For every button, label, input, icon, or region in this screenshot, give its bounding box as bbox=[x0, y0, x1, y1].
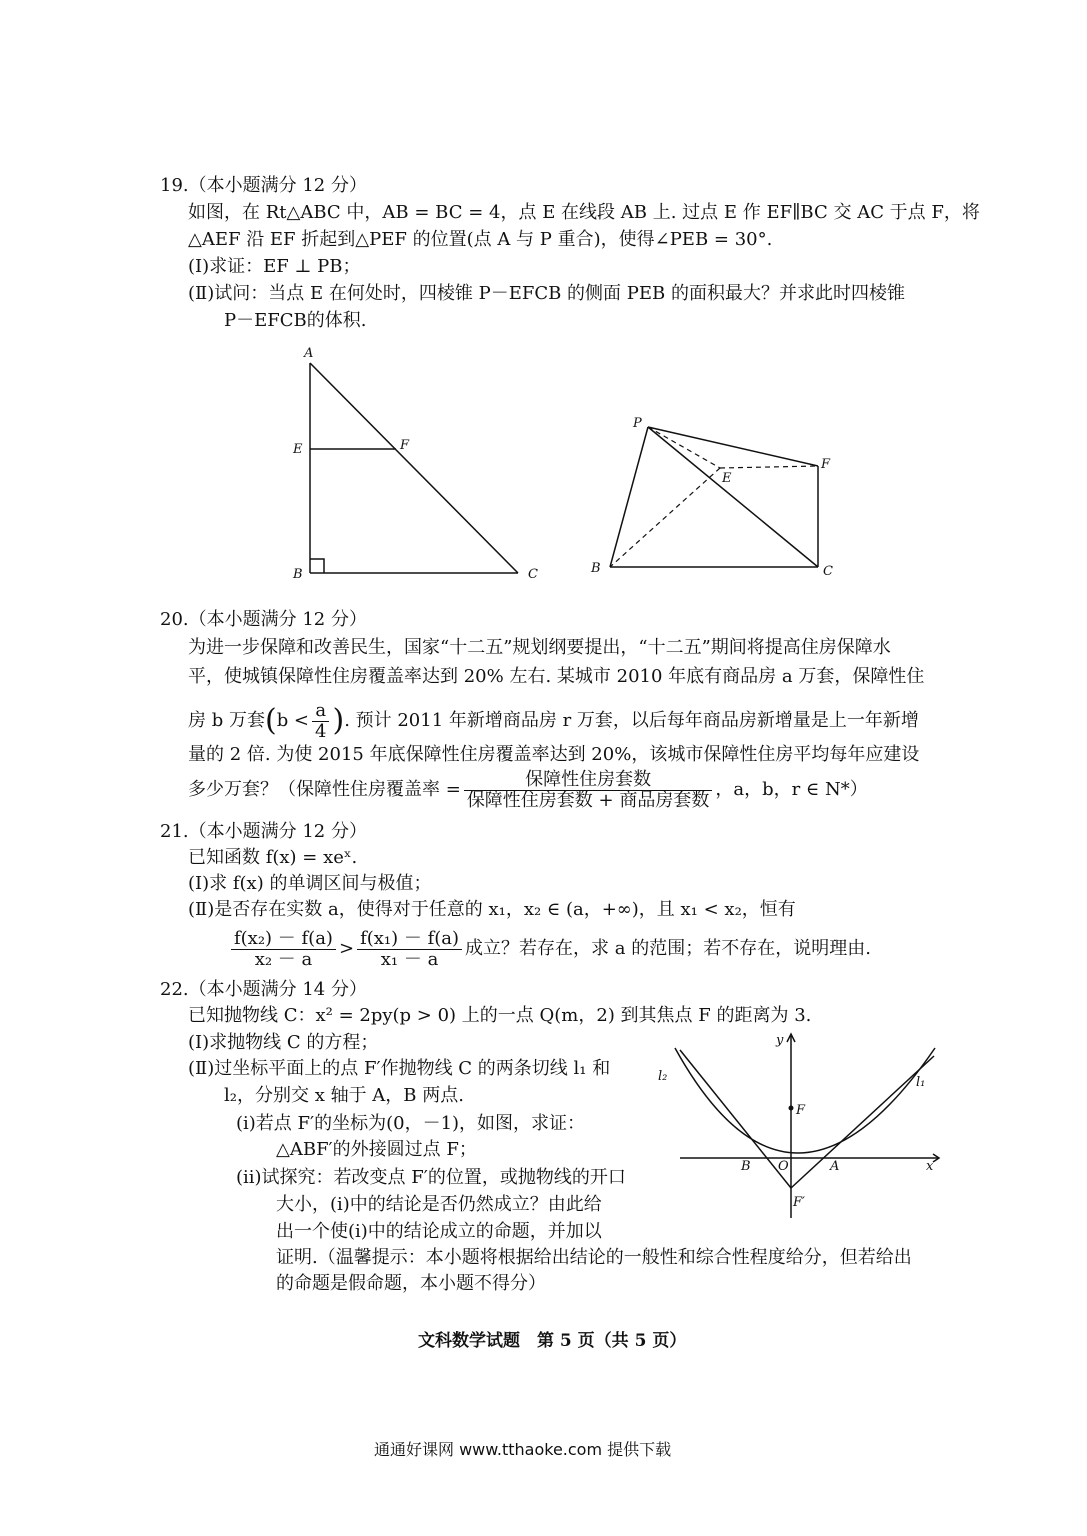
label-C: C bbox=[528, 567, 538, 582]
label-C2: C bbox=[823, 564, 833, 579]
triangle-figure bbox=[290, 345, 550, 585]
q22-sub1-line2: △ABF′的外接圆过点 F； bbox=[276, 1139, 477, 1160]
label-B2: B bbox=[591, 561, 601, 576]
q22-part1: (Ⅰ)求抛物线 C 的方程； bbox=[188, 1032, 379, 1053]
q22-text-line1: 已知抛物线 C：x² = 2py(p > 0) 上的一点 Q(m，2) 到其焦点 F 的距离为 3. bbox=[188, 1005, 812, 1026]
q20-condition-fraction: $\frac{a}{4}$ bbox=[312, 701, 329, 742]
q20-line3-end: . 预计 2011 年新增商品房 r 万套，以后每年商品房新增量是上一年新增 bbox=[344, 710, 919, 731]
axis-y-label: y bbox=[776, 1033, 784, 1048]
q20-text-line1: 为进一步保障和改善民生，国家“十二五”规划纲要提出，“十二五”期间将提高住房保障水 bbox=[188, 637, 891, 658]
q21-part1: (Ⅰ)求 f(x) 的单调区间与极值； bbox=[188, 873, 432, 894]
q19-part1: (Ⅰ)求证：EF ⊥ PB； bbox=[188, 256, 361, 277]
q21-header: 21.（本小题满分 12 分） bbox=[160, 821, 367, 842]
q22-sub2-line4: 证明.（温馨提示：本小题将根据给出结论的一般性和综合性程度给分，但若给出 bbox=[276, 1247, 912, 1268]
page-footer: 文科数学试题 第 5 页（共 5 页） bbox=[418, 1331, 687, 1351]
label-O: O bbox=[778, 1159, 789, 1174]
label-P: P bbox=[633, 416, 642, 431]
q21-part2: (Ⅱ)是否存在实数 a，使得对于任意的 x₁，x₂ ∈ (a，+∞)，且 x₁ < x₂，恒有 bbox=[188, 899, 796, 920]
label-F-prime: F′ bbox=[793, 1195, 805, 1210]
q21-fraction-left: $\frac{\text{f(x₂) － f(a)}}{\text{x₂ － a}}$ bbox=[231, 929, 336, 970]
parabola-figure bbox=[650, 1028, 950, 1223]
label-E: E bbox=[293, 442, 303, 457]
q20-header: 20.（本小题满分 12 分） bbox=[160, 609, 367, 630]
q22-part2-line2: l₂，分别交 x 轴于 A，B 两点. bbox=[224, 1085, 464, 1106]
label-B: B bbox=[293, 567, 303, 582]
q22-sub2-line2: 大小，(ⅰ)中的结论是否仍然成立？由此给 bbox=[276, 1194, 602, 1215]
q20-text-line2: 平，使城镇保障性住房覆盖率达到 20% 左右. 某城市 2010 年底有商品房 a 万套，保障性住 bbox=[188, 666, 925, 687]
q22-header: 22.（本小题满分 14 分） bbox=[160, 979, 367, 1000]
q20-text-line3: 房 b 万套(b < $\frac{a}{4}$ ). 预计 2011 年新增商品房 r 万套，以后每年商品房新增量是上一年新增 bbox=[188, 699, 919, 742]
q21-fraction-right: $\frac{\text{f(x₁) － f(a)}}{\text{x₁ － a}}$ bbox=[357, 929, 462, 970]
label-l1: l₁ bbox=[916, 1075, 926, 1090]
q19-text-line2: △AEF 沿 EF 折起到△PEF 的位置(点 A 与 P 重合)，使得∠PEB = 30°. bbox=[188, 229, 773, 250]
q20-line5-end: ，a，b，r ∈ N*） bbox=[715, 779, 868, 800]
q19-part2-line1: (Ⅱ)试问：当点 E 在何处时，四棱锥 P－EFCB 的侧面 PEB 的面积最大？并求此时四棱锥 bbox=[188, 283, 905, 304]
q20-line5-start: 多少万套？（保障性住房覆盖率 = bbox=[188, 779, 461, 800]
q19-header: 19.（本小题满分 12 分） bbox=[160, 175, 367, 196]
q19-text-line1: 如图，在 Rt△ABC 中，AB = BC = 4，点 E 在线段 AB 上. 过点 E 作 EF∥BC 交 AC 于点 F，将 bbox=[188, 202, 980, 223]
axis-x-label: x bbox=[926, 1159, 934, 1174]
label-E2: E bbox=[722, 471, 732, 486]
label-A3: A bbox=[830, 1159, 840, 1174]
label-B3: B bbox=[741, 1159, 751, 1174]
q22-sub2-line5: 的命题是假命题，本小题不得分） bbox=[276, 1273, 546, 1294]
label-F2: F bbox=[821, 457, 831, 472]
label-F: F bbox=[400, 438, 410, 453]
q20-line3-start: 房 b 万套 bbox=[188, 710, 265, 731]
q20-text-line5 bbox=[188, 767, 868, 813]
q22-part2-line1: (Ⅱ)过坐标平面上的点 F′作抛物线 C 的两条切线 l₁ 和 bbox=[188, 1058, 611, 1079]
q22-sub2-line1: (ⅱ)试探究：若改变点 F′的位置，或抛物线的开口 bbox=[236, 1167, 626, 1188]
q20-coverage-fraction: $\frac{\text{保障性住房套数}}{\text{保障性住房套数 + 商品房套数}}$ bbox=[464, 770, 713, 811]
q20-condition: b < bbox=[276, 710, 310, 731]
q22-sub1-line1: (ⅰ)若点 F′的坐标为(0，－1)，如图，求证： bbox=[236, 1113, 586, 1134]
q21-text-line1: 已知函数 f(x) = xeˣ. bbox=[188, 847, 358, 868]
label-A: A bbox=[304, 346, 314, 361]
label-l2: l₂ bbox=[658, 1069, 668, 1084]
site-watermark: 通通好课网 www.tthaoke.com 提供下载 bbox=[374, 1440, 672, 1459]
pyramid-figure bbox=[585, 405, 845, 585]
q21-inequality: $\frac{\text{f(x₂) － f(a)}}{\text{x₂ － a}}$ > $\frac{\text{f(x₁) － f(a)}}{\text{x₁ － a}}$ 成立？若存在，求 a 的范围；若不存在，说明理由. bbox=[228, 926, 871, 972]
label-focus-F: F bbox=[796, 1103, 806, 1118]
q20-text-line4: 量的 2 倍. 为使 2015 年底保障性住房覆盖率达到 20%，该城市保障性住房平均每年应建设 bbox=[188, 744, 920, 765]
q19-part2-line2: P－EFCB的体积. bbox=[224, 310, 367, 331]
q21-tail: 成立？若存在，求 a 的范围；若不存在，说明理由. bbox=[465, 938, 871, 959]
q22-sub2-line3: 出一个使(ⅰ)中的结论成立的命题，并加以 bbox=[276, 1221, 602, 1242]
